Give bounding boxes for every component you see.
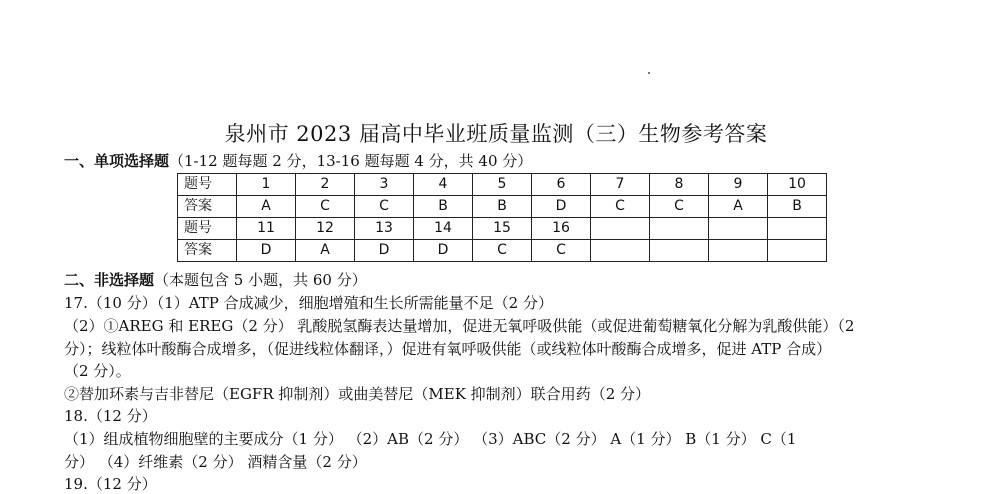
scan-speck xyxy=(648,72,650,74)
table-cell xyxy=(709,240,768,262)
answer-line-1: 17.（10 分）（1）ATP 合成减少，细胞增殖和生长所需能量不足（2 分） xyxy=(64,294,553,312)
section-2-heading xyxy=(64,269,367,290)
table-cell: 2 xyxy=(296,174,355,196)
table-cell: 1 xyxy=(237,174,296,196)
table-row xyxy=(178,174,827,196)
answer-line-8: 分） （4）纤维素（2 分） 酒精含量（2 分） xyxy=(64,453,367,471)
answer-line-2: （2）①AREG 和 EREG（2 分） 乳酸脱氢酶表达量增加，促进无氧呼吸供能（或促进葡萄糖氧化分解为乳酸供能）（2 xyxy=(64,317,855,335)
table-cell xyxy=(650,240,709,262)
answer-line-5: ②替加环素与吉非替尼（EGFR 抑制剂）或曲美替尼（MEK 抑制剂）联合用药（2 分） xyxy=(64,385,650,403)
table-cell: D xyxy=(414,240,473,262)
table-cell: D xyxy=(532,196,591,218)
table-row-header: 答案 xyxy=(178,240,237,262)
table-cell: C xyxy=(296,196,355,218)
table-cell: 9 xyxy=(709,174,768,196)
table-cell xyxy=(591,218,650,240)
table-cell: 7 xyxy=(591,174,650,196)
table-cell: A xyxy=(237,196,296,218)
answer-line-6: 18.（12 分） xyxy=(64,407,157,425)
table-cell xyxy=(768,218,827,240)
document-title: 泉州市 2023 届高中毕业班质量监测（三）生物参考答案 xyxy=(224,122,768,146)
answer-line-7: （1）组成植物细胞壁的主要成分（1 分） （2）AB（2 分） （3）ABC（2 分） A（1 分） B（1 分） C（1 xyxy=(64,430,797,448)
table-cell: 13 xyxy=(355,218,414,240)
table-row-header: 题号 xyxy=(178,218,237,240)
table-cell: 8 xyxy=(650,174,709,196)
section-1-note: （1-12 题每题 2 分，13-16 题每题 4 分，共 40 分） xyxy=(169,152,533,170)
section-2-note: （本题包含 5 小题，共 60 分） xyxy=(154,271,367,289)
table-cell: 3 xyxy=(355,174,414,196)
table-cell: 12 xyxy=(296,218,355,240)
table-cell: A xyxy=(296,240,355,262)
table-cell: B xyxy=(414,196,473,218)
table-cell: 11 xyxy=(237,218,296,240)
table-cell: D xyxy=(355,240,414,262)
table-cell: 4 xyxy=(414,174,473,196)
table-row xyxy=(178,196,827,218)
table-row-header: 答案 xyxy=(178,196,237,218)
table-cell: A xyxy=(709,196,768,218)
table-cell: C xyxy=(473,240,532,262)
answer-line-3: 分）；线粒体叶酸酶合成增多，（促进线粒体翻译，）促进有氧呼吸供能（或线粒体叶酸酶合成增多，促进 ATP 合成） xyxy=(64,340,832,358)
table-cell: 14 xyxy=(414,218,473,240)
section-1-title: 一、单项选择题 xyxy=(64,152,170,170)
table-cell: 15 xyxy=(473,218,532,240)
answer-table xyxy=(177,173,827,262)
answer-line-9: 19.（12 分） xyxy=(64,475,157,493)
table-cell: C xyxy=(355,196,414,218)
table-cell: 5 xyxy=(473,174,532,196)
section-2-title: 二、非选择题 xyxy=(64,271,155,289)
section-1-heading xyxy=(64,150,532,171)
table-row xyxy=(178,240,827,262)
table-cell xyxy=(591,240,650,262)
table-cell: 16 xyxy=(532,218,591,240)
table-cell: 10 xyxy=(768,174,827,196)
table-cell: C xyxy=(591,196,650,218)
table-row-header: 题号 xyxy=(178,174,237,196)
table-cell: D xyxy=(237,240,296,262)
table-cell: C xyxy=(650,196,709,218)
answer-line-4: （2 分）。 xyxy=(64,362,131,380)
table-cell: B xyxy=(473,196,532,218)
table-cell xyxy=(709,218,768,240)
table-cell xyxy=(650,218,709,240)
table-cell xyxy=(768,240,827,262)
table-row xyxy=(178,218,827,240)
table-cell: C xyxy=(532,240,591,262)
table-cell: 6 xyxy=(532,174,591,196)
table-cell: B xyxy=(768,196,827,218)
